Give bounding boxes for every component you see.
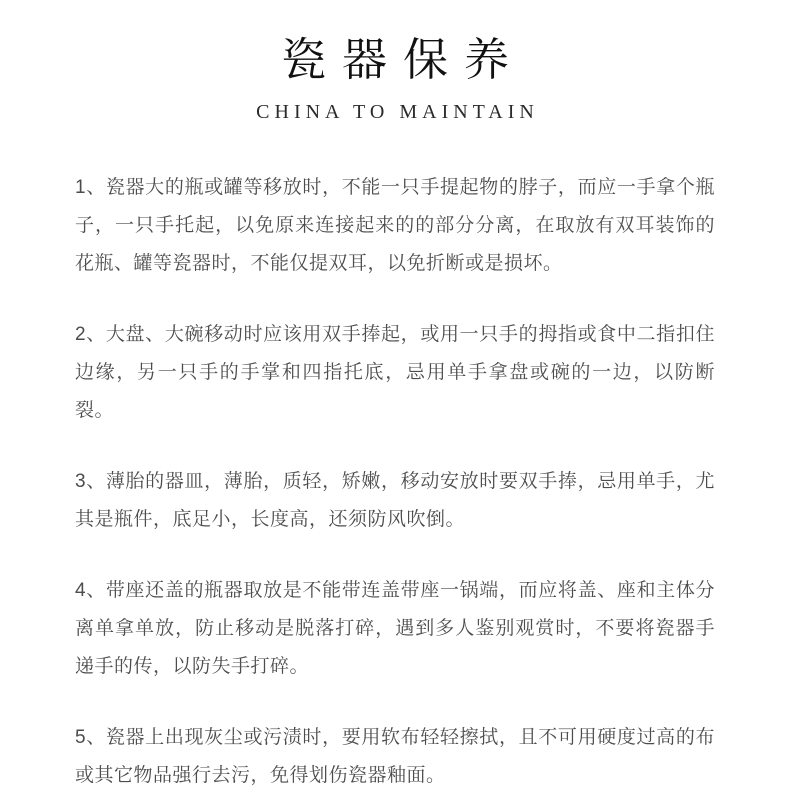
document-header xyxy=(0,0,790,124)
page-title: 瓷器保养 xyxy=(280,34,525,85)
paragraph-4: 4、带座还盖的瓶器取放是不能带连盖带座一锅端，而应将盖、座和主体分离单拿单放，防止移动是脱落打碎，遇到多人鉴别观赏时，不要将瓷器手递手的传，以防失手打碎。 xyxy=(75,580,715,677)
paragraph-5: 5、瓷器上出现灰尘或污渍时，要用软布轻轻擦拭，且不可用硬度过高的布或其它物品强行去污，免得划伤瓷器釉面。 xyxy=(75,727,715,786)
page-subtitle: CHINA TO MAINTAIN xyxy=(256,101,539,123)
paragraph-1: 1、瓷器大的瓶或罐等移放时，不能一只手提起物的脖子，而应一手拿个瓶子，一只手托起，以免原来连接起来的的部分分离，在取放有双耳装饰的花瓶、罐等瓷器时，不能仅提双耳，以免折断或是损坏。 xyxy=(75,177,715,274)
paragraph-3: 3、薄胎的器皿，薄胎，质轻，矫嫩，移动安放时要双手捧，忌用单手，尤其是瓶件，底足小，长度高，还须防风吹倒。 xyxy=(75,471,715,530)
document-body xyxy=(75,169,715,795)
paragraph-2: 2、大盘、大碗移动时应该用双手捧起，或用一只手的拇指或食中二指扣住边缘，另一只手的手掌和四指托底，忌用单手拿盘或碗的一边，以防断裂。 xyxy=(75,324,715,421)
